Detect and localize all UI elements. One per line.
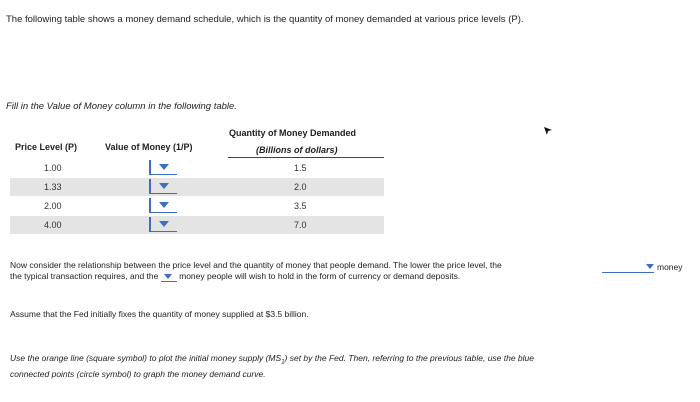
dropdown-arrow-icon: [646, 264, 654, 269]
price-cell: 2.00: [44, 201, 62, 211]
value-of-money-dropdown[interactable]: [149, 217, 177, 232]
table-row: [10, 178, 384, 196]
quantity-cell: 1.5: [294, 163, 307, 173]
header-value-of-money: Value of Money (1/P): [105, 142, 193, 152]
dropdown-arrow-icon: [159, 183, 169, 189]
assumption-text: Assume that the Fed initially fixes the quantity of money supplied at $3.5 billion.: [10, 309, 309, 319]
header-divider: [228, 157, 384, 158]
price-cell: 4.00: [44, 220, 62, 230]
mouse-cursor-icon: [543, 126, 553, 136]
price-cell: 1.00: [44, 163, 62, 173]
graph-instruction-2: connected points (circle symbol) to graph the money demand curve.: [10, 368, 266, 379]
dropdown-arrow-icon: [159, 202, 169, 208]
quantity-cell: 7.0: [294, 220, 307, 230]
table-row: [10, 216, 384, 234]
relationship-text-2: the typical transaction requires, and the: [10, 271, 159, 282]
relationship-paragraph: [10, 260, 502, 283]
table-row: [10, 159, 384, 177]
graph-instruction: [10, 352, 534, 381]
instruction-text: Fill in the Value of Money column in the following table.: [6, 101, 237, 112]
header-quantity: Quantity of Money Demanded: [229, 128, 357, 138]
header-quantity-units: (Billions of dollars): [256, 145, 338, 155]
value-of-money-dropdown[interactable]: [149, 160, 177, 175]
quantity-cell: 3.5: [294, 201, 307, 211]
graph-instruction-1b: ) set by the Fed. Then, referring to the previous table, use the blue: [284, 353, 535, 363]
table-row: [10, 197, 384, 215]
dropdown-arrow-icon: [159, 221, 169, 227]
relationship-text-1: Now consider the relationship between the price level and the quantity of money that people demand. The lower the price level, the: [10, 260, 502, 270]
relationship-text-3: money people will wish to hold in the form of currency or demand deposits.: [179, 271, 461, 282]
graph-instruction-1a: Use the orange line (square symbol) to plot the initial money supply (MS: [10, 353, 282, 363]
intro-text: The following table shows a money demand schedule, which is the quantity of money demanded at various price levels (P).: [6, 14, 524, 25]
money-amount-dropdown[interactable]: [161, 272, 177, 282]
dropdown-arrow-icon: [164, 274, 172, 279]
price-cell: 1.33: [44, 182, 62, 192]
quantity-cell: 2.0: [294, 182, 307, 192]
header-price-level: Price Level (P): [15, 142, 78, 152]
value-of-money-dropdown[interactable]: [149, 179, 177, 194]
money-required-dropdown[interactable]: [602, 262, 654, 273]
graph-instruction-sub: 1: [281, 359, 285, 366]
relationship-text-money: money: [657, 262, 683, 272]
value-of-money-dropdown[interactable]: [149, 198, 177, 213]
dropdown-arrow-icon: [159, 164, 169, 170]
